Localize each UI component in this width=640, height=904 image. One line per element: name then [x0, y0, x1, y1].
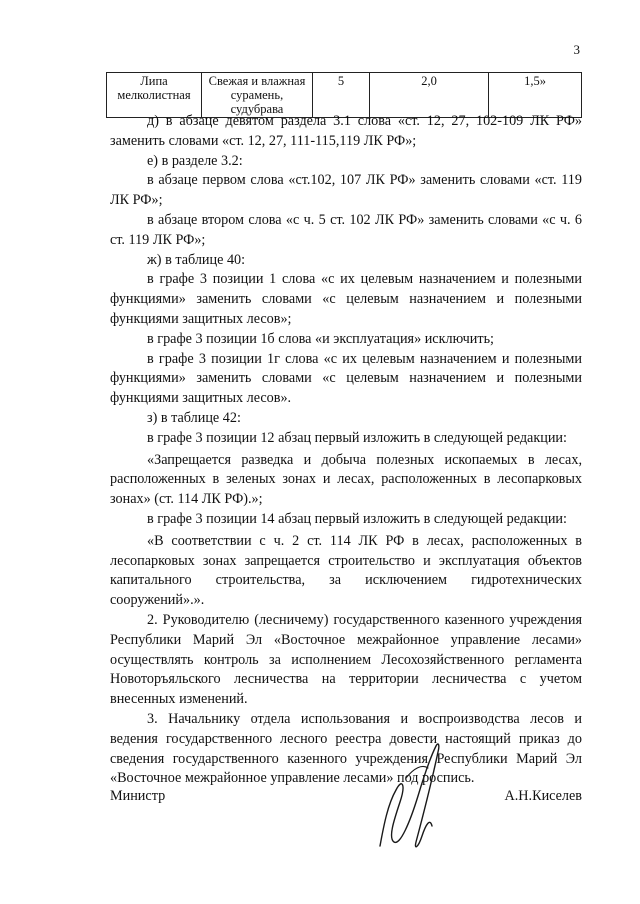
handwritten-signature	[366, 738, 462, 856]
paragraph: в абзаце первом слова «ст.102, 107 ЛК РФ» заменить словами «ст. 119 ЛК РФ»;	[110, 172, 582, 209]
signatory-title: Министр	[110, 788, 166, 804]
paragraph: 3. Начальнику отдела использования и воспроизводства лесов и ведения государственного лесного реестра довести настоящий приказ до сведения государственного казенного учреждения Республики Марий Эл «Восточное межрайонное управление лесами» под роспись.	[110, 710, 582, 787]
table-cell-species: Липа мелколистная	[107, 73, 202, 118]
paragraph: д) в абзаце девятом раздела 3.1 слова «ст. 12, 27, 102-109 ЛК РФ» заменить словами «ст. 12, 27, 111-115,119 ЛК РФ»;	[110, 113, 582, 149]
paragraph: е) в разделе 3.2:	[147, 152, 243, 169]
table-cell-forest-type: Свежая и влажная сурамень, судубрава	[202, 73, 313, 118]
paragraph: в графе 3 позиции 1г слова «с их целевым назначением и полезными функциями» заменить словами «с целевым назначением и полезными функциями защитных лесов».	[110, 350, 582, 407]
paragraph: в графе 3 позиции 14 абзац первый изложить в следующей редакции:	[147, 510, 567, 527]
table-cell-col5: 1,5»	[489, 73, 582, 118]
page-number: 3	[573, 42, 580, 57]
signatory-name: А.Н.Киселев	[504, 788, 582, 804]
paragraph: «В соответствии с ч. 2 ст. 114 ЛК РФ в лесах, расположенных в лесопарковых зонах запрещается строительство и эксплуатация объектов капитального строительства, за исключением гидротехнических сооружений».».	[110, 532, 582, 609]
paragraph: з) в таблице 42:	[147, 409, 241, 426]
table-row	[107, 73, 582, 118]
paragraph: в графе 3 позиции 12 абзац первый изложить в следующей редакции:	[147, 429, 567, 446]
paragraph: в графе 3 позиции 1б слова «и эксплуатация» исключить;	[147, 330, 494, 347]
paragraph: 2. Руководителю (лесничему) государственного казенного учреждения Республики Марий Эл «Восточное межрайонное управление лесами» осуществлять контроль за исполнением Лесохозяйственного регламента Новоторъяльского лесничества на территории лесничества с учетом внесенных изменений.	[110, 611, 582, 708]
table-cell-col3: 5	[313, 73, 370, 118]
paragraph: в графе 3 позиции 1 слова «с их целевым назначением и полезными функциями» заменить словами «с целевым назначением и полезными функциями защитных лесов»;	[110, 271, 582, 327]
paragraph: ж) в таблице 40:	[147, 251, 246, 268]
document-body	[110, 112, 582, 789]
paragraph: «Запрещается разведка и добыча полезных ископаемых в лесах, расположенных в зеленых зонах и лесах, расположенных в лесопарковых зонах» (ст. 114 ЛК РФ).»;	[110, 451, 582, 508]
table-cell-col4: 2,0	[370, 73, 489, 118]
paragraph: в абзаце втором слова «с ч. 5 ст. 102 ЛК РФ» заменить словами «с ч. 6 ст. 119 ЛК РФ»;	[110, 211, 582, 248]
